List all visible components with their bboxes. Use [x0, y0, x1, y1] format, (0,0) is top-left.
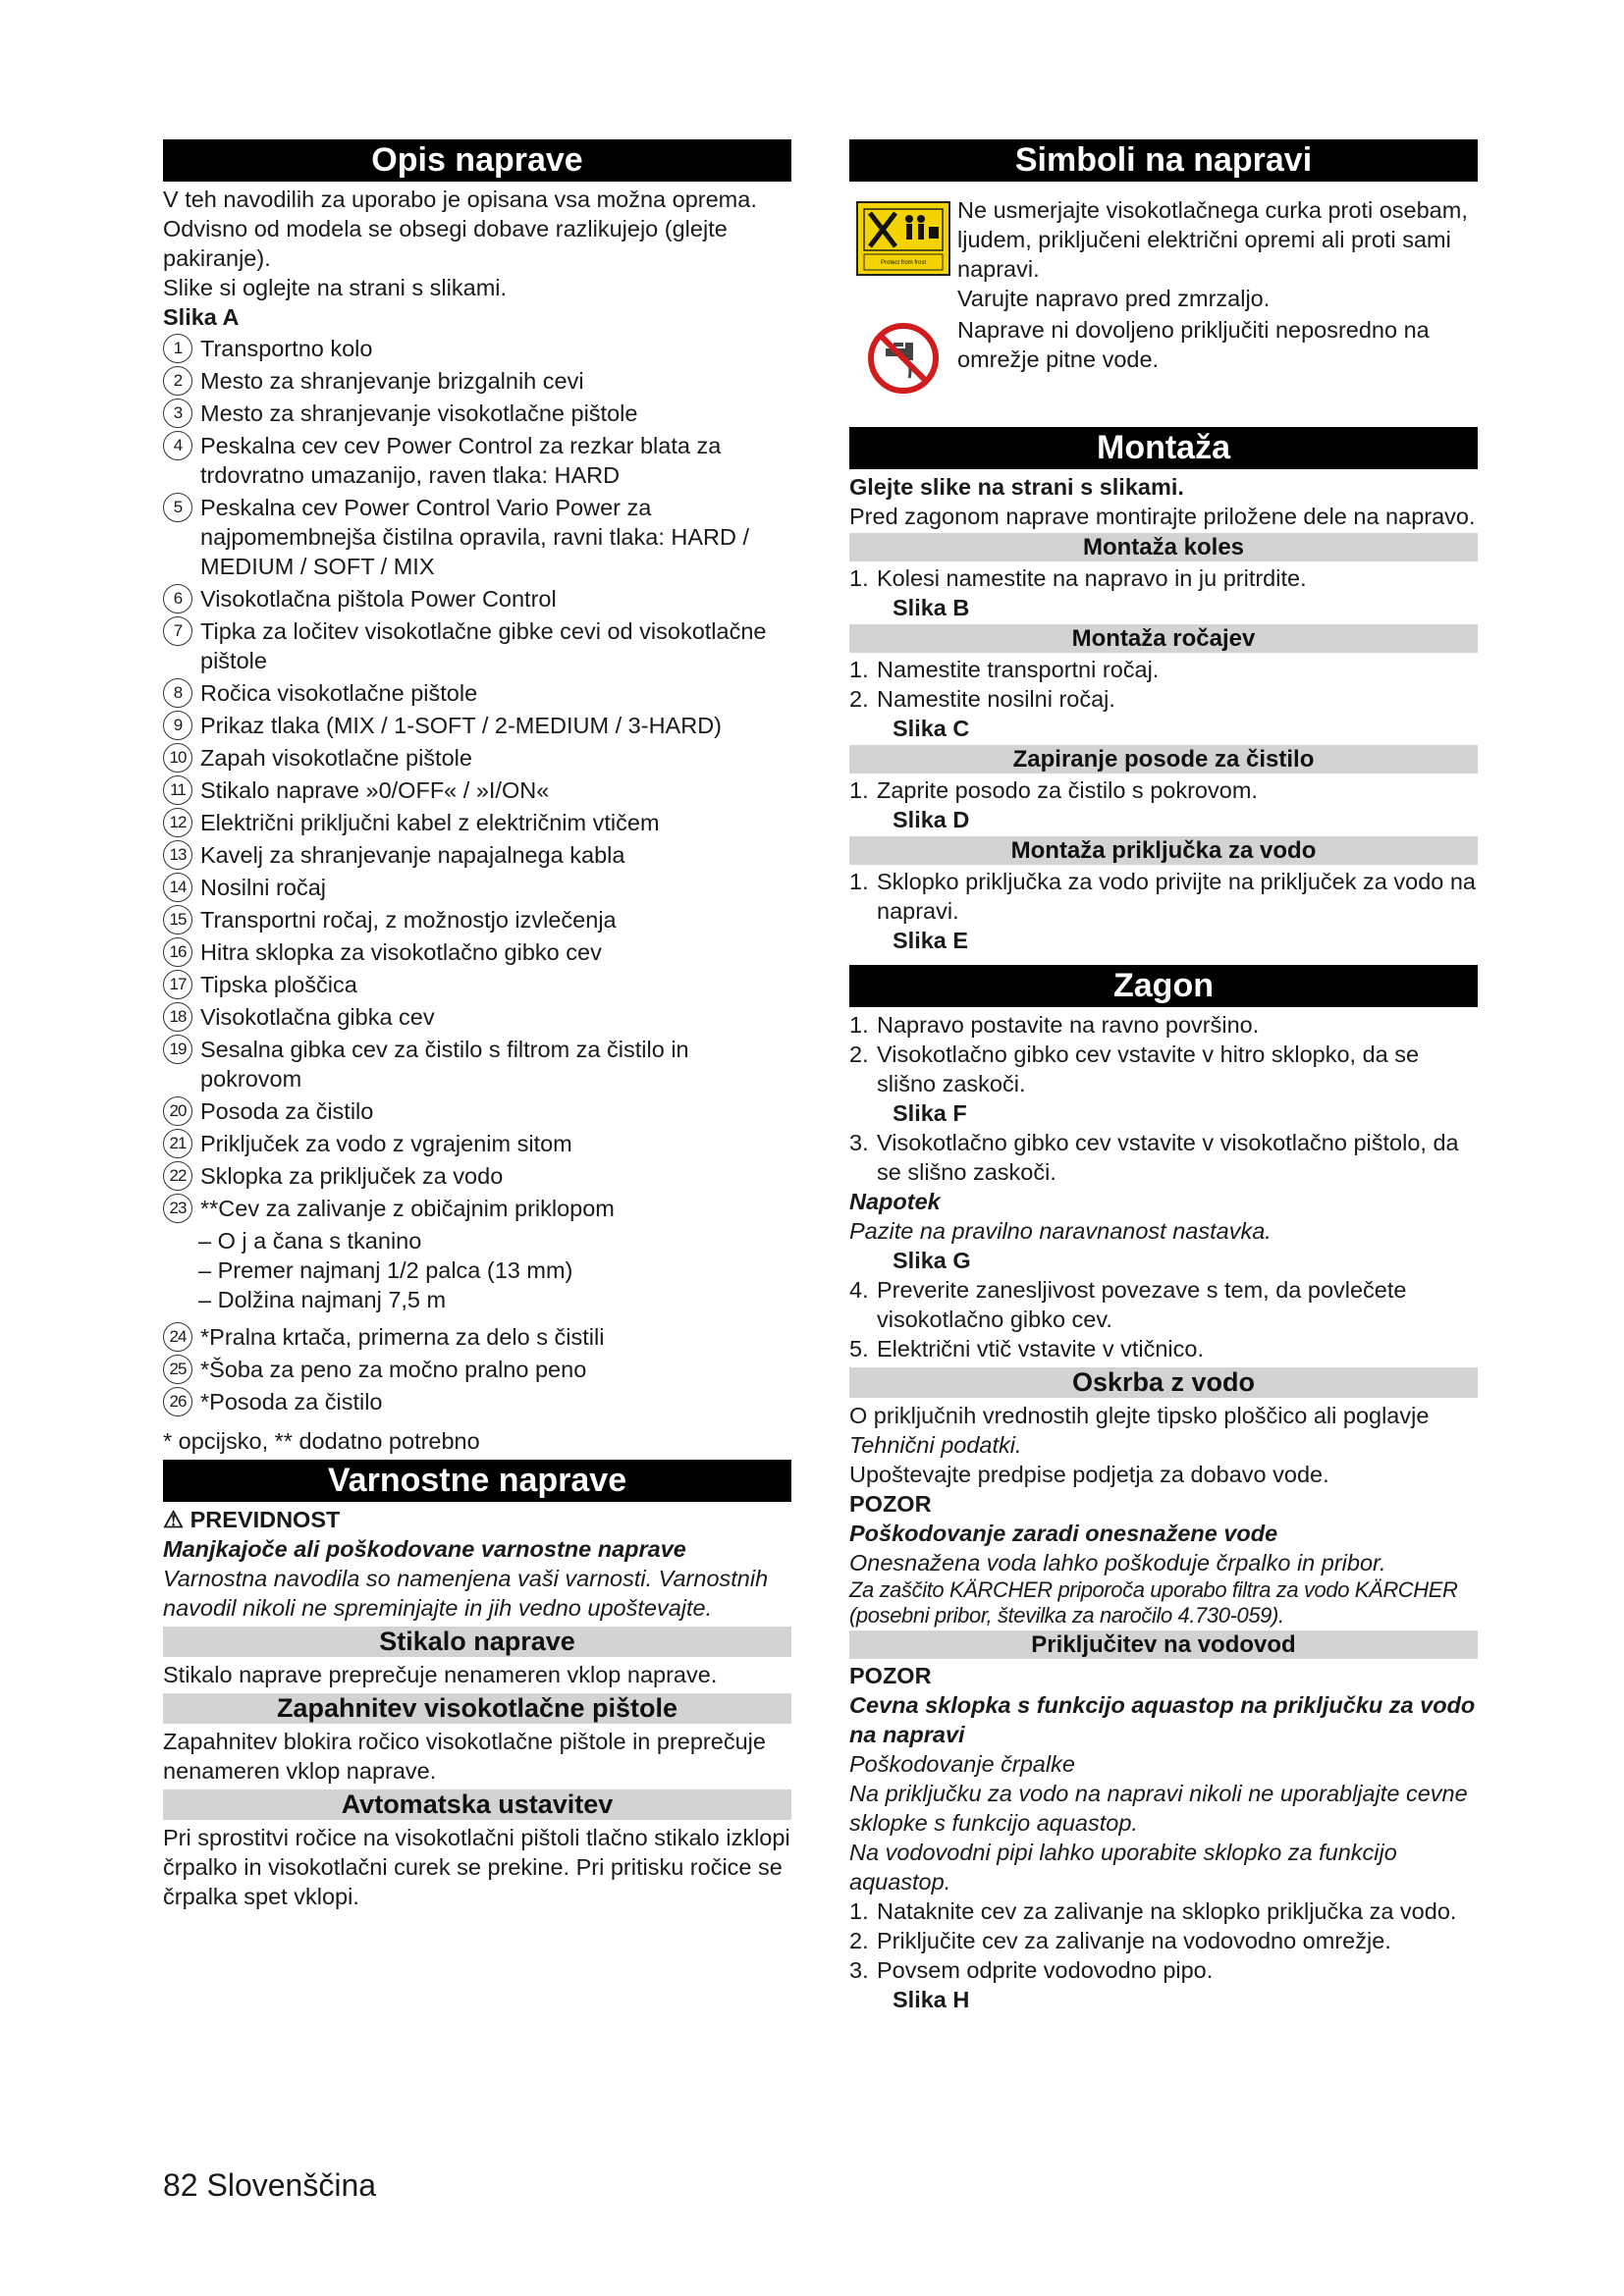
avtomatska-text: Pri sprostitvi ročice na visokotlačni pištoli tlačno stikalo izklopi črpalko in visokotlačni curek se prekine. Pri pritisku ročice se črpalka spet vklopi. — [163, 1825, 790, 1909]
zagon-step-1: 1. Napravo postavite na ravno površino. — [849, 1012, 1260, 1038]
symbol-2-text — [957, 315, 1478, 396]
part-label: Sklopka za priključek za vodo — [200, 1163, 504, 1189]
pozor-label-1: POZOR — [849, 1491, 932, 1517]
part-item — [163, 1387, 791, 1416]
vodovod-warning-sub: Poškodovanje črpalke — [849, 1751, 1075, 1777]
part-label: *Pralna krtača, primerna za delo s čistili — [200, 1324, 605, 1350]
part-item — [163, 334, 791, 363]
opis-intro: V teh navodilih za uporabo je opisana vsa možna oprema. Odvisno od modela se obsegi dobave razlikujejo (glejte pakiranje). — [163, 187, 757, 271]
part-number-badge: 6 — [163, 584, 192, 614]
zagon-step-4: 4. Preverite zanesljivost povezave s tem, da povlečete visokotlačno gibko cev. — [849, 1277, 1407, 1332]
part-label: Nosilni ročaj — [200, 875, 326, 900]
subsection-title-stikalo: Stikalo naprave — [163, 1627, 791, 1657]
part-item — [163, 399, 791, 428]
subsection-title-posode: Zapiranje posode za čistilo — [849, 745, 1478, 774]
figure-e-label: Slika E — [893, 928, 969, 953]
part-item — [163, 937, 791, 967]
note-text: Pazite na pravilno naravnanost nastavka. — [849, 1218, 1272, 1244]
part-number-badge: 12 — [163, 808, 192, 837]
part-item — [163, 616, 791, 675]
vodovod-warning-title: Cevna sklopka s funkcijo aquastop na priključku za vodo na napravi — [849, 1692, 1476, 1747]
part-label: Sesalna gibka cev za čistilo s filtrom za čistilo in pokrovom — [200, 1037, 689, 1092]
part-number-badge: 15 — [163, 905, 192, 934]
part-label: Zapah visokotlačne pištole — [200, 745, 472, 771]
part-number-badge: 4 — [163, 431, 192, 460]
symbol-2-description: Naprave ni dovoljeno priključiti neposredno na omrežje pitne vode. — [957, 317, 1430, 372]
part-label: Kavelj za shranjevanje napajalnega kabla — [200, 842, 625, 868]
figure-b-label: Slika B — [893, 595, 970, 620]
part-item — [163, 1194, 791, 1223]
symbol-1-frost: Varujte napravo pred zmrzaljo. — [957, 286, 1271, 311]
part-label: Tipka za ločitev visokotlačne gibke cevi od visokotlačne pištole — [200, 618, 767, 673]
part-number-badge: 14 — [163, 873, 192, 902]
subsection-title-avtomatska: Avtomatska ustavitev — [163, 1789, 791, 1820]
part-number-badge: 10 — [163, 743, 192, 773]
part-label: Hitra sklopka za visokotlačno gibko cev — [200, 939, 602, 965]
zagon-steps-a — [849, 1010, 1478, 1098]
step-item: 1. Zaprite posodo za čistilo s pokrovom. — [849, 777, 1258, 803]
hose-requirements — [163, 1226, 791, 1314]
warning-text: Varnostna navodila so namenjena vaši varnosti. Varnostnih navodil nikoli ne spreminjajte in jih vedno upoštevajte. — [163, 1566, 769, 1621]
part-item — [163, 1002, 791, 1032]
subsection-title-vodovod: Priključitev na vodovod — [849, 1630, 1478, 1659]
no-drinking-water-symbol-icon — [849, 315, 957, 396]
opis-see: Slike si oglejte na strani s slikami. — [163, 275, 508, 300]
part-label: Transportno kolo — [200, 336, 373, 361]
part-label: Električni priključni kabel z električnim vtičem — [200, 810, 660, 835]
part-item — [163, 1096, 791, 1126]
parts-list-optional — [163, 1322, 791, 1416]
page-footer: 82 Slovenščina — [163, 2167, 377, 2203]
subsection-title-oskrba: Oskrba z vodo — [849, 1367, 1478, 1398]
part-item — [163, 873, 791, 902]
subsection-title-koles: Montaža koles — [849, 533, 1478, 561]
symbol-1-text — [957, 195, 1478, 313]
part-item — [163, 1322, 791, 1352]
figure-d-label: Slika D — [893, 807, 970, 832]
section-title-zagon: Zagon — [849, 965, 1478, 1007]
part-label: *Posoda za čistilo — [200, 1389, 383, 1415]
oskrba-warning-title: Poškodovanje zaradi onesnažene vode — [849, 1521, 1278, 1546]
caution-label: ⚠ PREVIDNOST — [163, 1507, 341, 1532]
part-label: Mesto za shranjevanje brizgalnih cevi — [200, 368, 584, 394]
zagon-step-3: 3. Visokotlačno gibko cev vstavite v visokotlačno pištolo, da se slišno zaskoči. — [849, 1130, 1459, 1185]
posode-steps — [849, 775, 1478, 805]
part-item — [163, 905, 791, 934]
subsection-title-rocajev: Montaža ročajev — [849, 624, 1478, 653]
part-number-badge: 11 — [163, 775, 192, 805]
part-number-badge: 3 — [163, 399, 192, 428]
part-item — [163, 1161, 791, 1191]
montaza-see: Glejte slike na strani s slikami. — [849, 474, 1184, 500]
part-label: Mesto za shranjevanje visokotlačne pištole — [200, 400, 638, 426]
part-item — [163, 808, 791, 837]
part-item — [163, 431, 791, 490]
step-item: 3. Povsem odprite vodovodno pipo. — [849, 1957, 1214, 1983]
part-label: Tipska ploščica — [200, 972, 357, 997]
part-label: Peskalna cev cev Power Control za rezkar blata za trdovratno umazanijo, raven tlaka: HARD — [200, 433, 722, 488]
part-number-badge: 9 — [163, 711, 192, 740]
figure-a-label: Slika A — [163, 304, 240, 330]
figure-f-label: Slika F — [893, 1100, 967, 1126]
subsection-title-zapahnitev: Zapahnitev visokotlačne pištole — [163, 1693, 791, 1724]
rocajev-steps — [849, 655, 1478, 714]
subsection-title-prikljucka: Montaža priključka za vodo — [849, 836, 1478, 865]
figure-h-label: Slika H — [893, 1987, 970, 2012]
step-item: 1. Sklopko priključka za vodo privijte na priključek za vodo na napravi. — [849, 869, 1477, 924]
montaza-intro: Pred zagonom naprave montirajte priložene dele na napravo. — [849, 504, 1476, 529]
part-label: Visokotlačna pištola Power Control — [200, 586, 557, 612]
part-number-badge: 23 — [163, 1194, 192, 1223]
section-title-opis: Opis naprave — [163, 139, 791, 182]
oskrba-text-1: O priključnih vrednostih glejte tipsko ploščico ali poglavje Tehnični podatki. — [849, 1403, 1430, 1458]
part-label: Transportni ročaj, z možnostjo izvlečenja — [200, 907, 617, 933]
hose-requirement: – O j a čana s tkanino — [198, 1228, 422, 1254]
part-item — [163, 584, 791, 614]
part-number-badge: 7 — [163, 616, 192, 646]
part-number-badge: 2 — [163, 366, 192, 396]
hose-requirement: – Dolžina najmanj 7,5 m — [198, 1287, 447, 1312]
part-label: Prikaz tlaka (MIX / 1-SOFT / 2-MEDIUM / 3-HARD) — [200, 713, 722, 738]
zagon-steps-c — [849, 1275, 1478, 1363]
stikalo-text: Stikalo naprave preprečuje nenameren vklop naprave. — [163, 1662, 718, 1687]
zagon-steps-b — [849, 1128, 1478, 1187]
part-number-badge: 8 — [163, 678, 192, 708]
vodovod-warning-text-2: Na vodovodni pipi lahko uporabite sklopko za funkcijo aquastop. — [849, 1840, 1397, 1895]
part-number-badge: 19 — [163, 1035, 192, 1064]
part-item — [163, 1129, 791, 1158]
vodovod-steps — [849, 1896, 1478, 1985]
part-item — [163, 840, 791, 870]
section-title-simboli: Simboli na napravi — [849, 139, 1478, 182]
oskrba-warning-text-2: Za zaščito KÄRCHER priporoča uporabo filtra za vodo KÄRCHER (posebni pribor, številka za naročilo 4.730-059). — [849, 1577, 1458, 1628]
part-number-badge: 20 — [163, 1096, 192, 1126]
part-number-badge: 22 — [163, 1161, 192, 1191]
vodovod-warning-text: Na priključku za vodo na napravi nikoli ne uporabljajte cevne sklopke s funkcijo aquastop. — [849, 1781, 1468, 1836]
zagon-step-5: 5. Električni vtič vstavite v vtičnico. — [849, 1336, 1205, 1362]
warning-title: Manjkajoče ali poškodovane varnostne naprave — [163, 1536, 686, 1562]
part-number-badge: 5 — [163, 493, 192, 522]
part-label: Peskalna cev Power Control Vario Power za najpomembnejša čistilna opravila, ravni tlaka: HARD / MEDIUM / SOFT / MIX — [200, 495, 750, 579]
left-column — [163, 139, 791, 1911]
figure-g-label: Slika G — [893, 1248, 971, 1273]
step-item: 2. Namestite nosilni ročaj. — [849, 686, 1115, 712]
part-label: Stikalo naprave »0/OFF« / »I/ON« — [200, 777, 550, 803]
no-spray-symbol-icon — [849, 195, 957, 313]
part-number-badge: 26 — [163, 1387, 192, 1416]
step-item: 2. Priključite cev za zalivanje na vodovodno omrežje. — [849, 1928, 1391, 1953]
pozor-label-2: POZOR — [849, 1663, 932, 1688]
part-label: Visokotlačna gibka cev — [200, 1004, 435, 1030]
part-label: **Cev za zalivanje z običajnim priklopom — [200, 1196, 615, 1221]
zagon-step-2: 2. Visokotlačno gibko cev vstavite v hitro sklopko, da se slišno zaskoči. — [849, 1041, 1420, 1096]
footnote: * opcijsko, ** dodatno potrebno — [163, 1428, 480, 1454]
note-title: Napotek — [849, 1189, 941, 1214]
part-item — [163, 743, 791, 773]
part-item — [163, 678, 791, 708]
section-title-montaza: Montaža — [849, 427, 1478, 469]
koles-steps — [849, 563, 1478, 593]
part-label: Priključek za vodo z vgrajenim sitom — [200, 1131, 572, 1156]
part-item — [163, 1035, 791, 1094]
part-label: Ročica visokotlačne pištole — [200, 680, 478, 706]
part-number-badge: 25 — [163, 1355, 192, 1384]
part-number-badge: 16 — [163, 937, 192, 967]
part-number-badge: 17 — [163, 970, 192, 999]
svg-text:Protect from frost: Protect from frost — [880, 260, 927, 266]
part-label: *Šoba za peno za močno pralno peno — [200, 1357, 587, 1382]
section-title-varnostne: Varnostne naprave — [163, 1460, 791, 1502]
step-item: 1. Namestite transportni ročaj. — [849, 657, 1160, 682]
part-item — [163, 366, 791, 396]
parts-list — [163, 334, 791, 1223]
oskrba-text-2: Upoštevajte predpise podjetja za dobavo vode. — [849, 1462, 1329, 1487]
part-item — [163, 1355, 791, 1384]
part-number-badge: 24 — [163, 1322, 192, 1352]
hose-requirement: – Premer najmanj 1/2 palca (13 mm) — [198, 1257, 573, 1283]
part-item — [163, 775, 791, 805]
right-column — [849, 139, 1478, 2014]
step-item: 1. Nataknite cev za zalivanje na sklopko priključka za vodo. — [849, 1898, 1457, 1924]
step-item: 1. Kolesi namestite na napravo in ju pritrdite. — [849, 565, 1307, 591]
part-item — [163, 711, 791, 740]
symbol-row-2 — [849, 315, 1478, 396]
prikljucka-steps — [849, 867, 1478, 926]
zapahnitev-text: Zapahnitev blokira ročico visokotlačne pištole in preprečuje nenameren vklop naprave. — [163, 1729, 766, 1784]
symbol-row-1 — [849, 195, 1478, 313]
part-label: Posoda za čistilo — [200, 1098, 374, 1124]
figure-c-label: Slika C — [893, 716, 970, 741]
part-number-badge: 18 — [163, 1002, 192, 1032]
part-number-badge: 1 — [163, 334, 192, 363]
part-item — [163, 493, 791, 581]
part-number-badge: 21 — [163, 1129, 192, 1158]
part-number-badge: 13 — [163, 840, 192, 870]
symbol-1-description: Ne usmerjajte visokotlačnega curka proti osebam, ljudem, priključeni električni opremi ali proti sami napravi. — [957, 197, 1468, 282]
oskrba-warning-text: Onesnažena voda lahko poškoduje črpalko in pribor. — [849, 1550, 1386, 1575]
part-item — [163, 970, 791, 999]
